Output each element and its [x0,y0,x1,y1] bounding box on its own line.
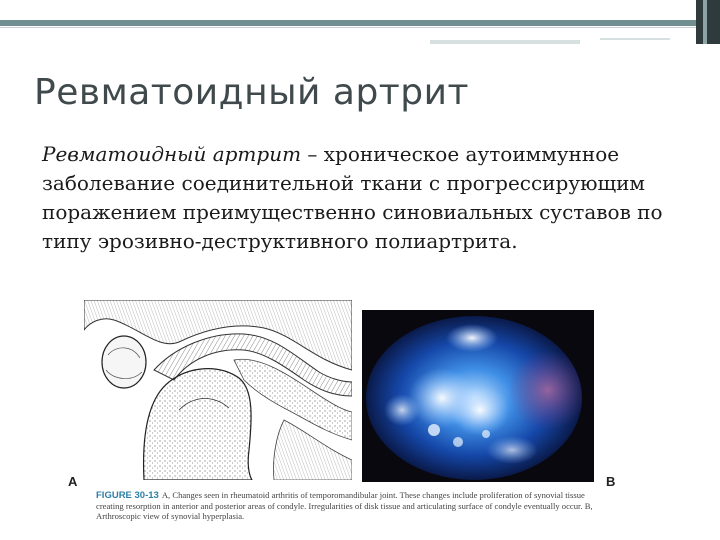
slide-title: Ревматоидный артрит [34,72,469,113]
figure [66,298,616,540]
figure-label-a: A [68,474,78,489]
top-accent-stripe [430,40,580,44]
arthroscopic-photo [362,310,594,482]
top-accent-stripe-small [600,38,670,40]
corner-decoration [696,0,720,44]
corner-decoration-line [703,0,707,44]
top-accent-bar [0,20,720,26]
body-term: Ревматоидный артрит [42,142,302,166]
tmj-drawing [84,300,352,480]
top-accent-line [0,27,720,28]
figure-label-b: B [606,474,616,489]
figure-caption-id: FIGURE 30-13 [96,490,159,501]
figure-caption-text: A, Changes seen in rheumatoid arthritis of temporomandibular joint. These changes include proliferation of synovial tissue creating resorption in anterior and posterior areas of condyle. Irregularities of disk tissue and articulating surface of condyle eventually occur. B, Arthroscopic view of synovial hyperplasia. [96,490,593,521]
figure-caption [96,490,596,521]
body-definition: – хроническое аутоиммунное заболевание соединительной ткани с прогрессирующим поражением преимущественно синовиальных суставов по типу эрозивно-деструктивного полиартрита. [42,142,663,253]
slide-body [42,140,682,256]
